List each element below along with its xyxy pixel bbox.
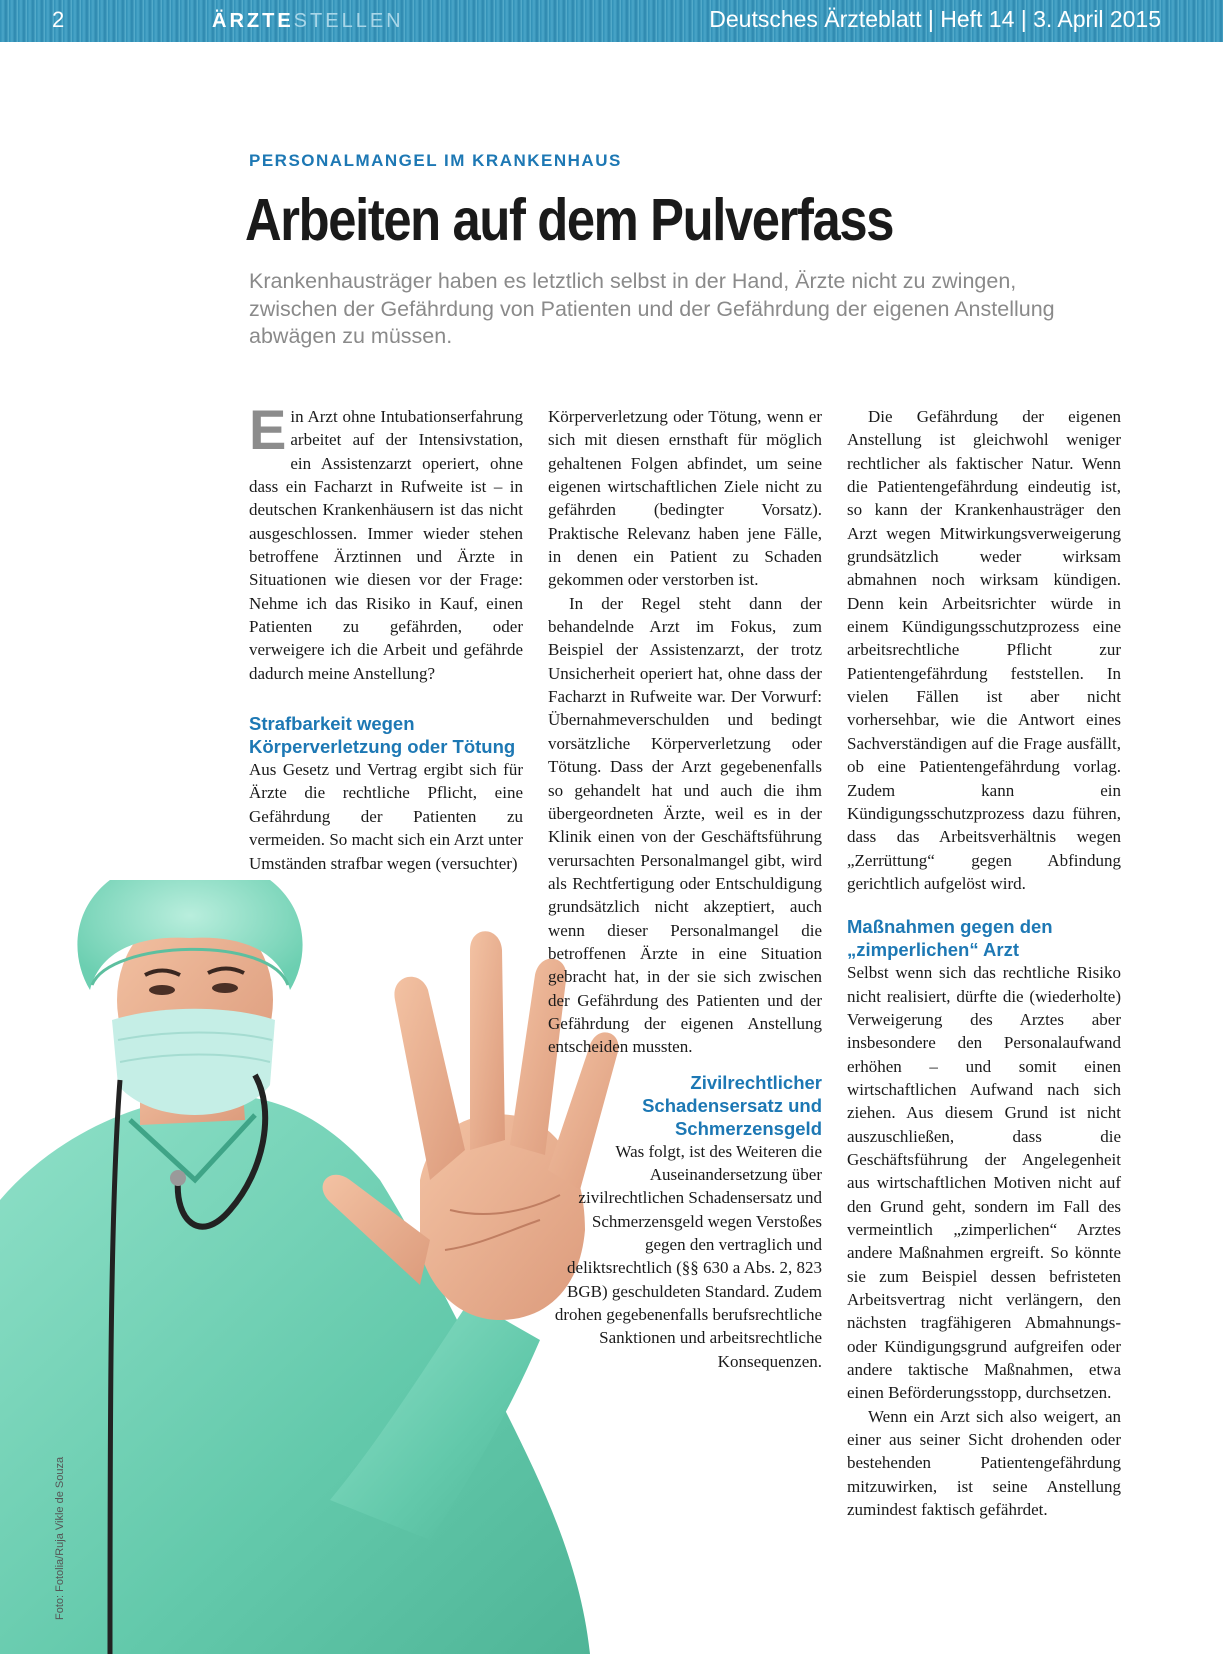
section-title-bold: ÄRZTE (212, 10, 294, 32)
paragraph-gefaehrdung: Die Gefährdung der eigenen Anstellung ist gleichwohl weniger rechtlicher als faktischer Natur. Wenn die Patientengefährdung eindeutig ist, so kann der Krankenhausträger den Arzt wegen Mitwirkungsverweigerung grundsätzlich weder wirksam abmahnen noch wirksam kündigen. Denn kein Arbeitsrichter würde in einem Kündigungsschutzprozess eine arbeitsrechtliche Pflicht zur Patientengefährdung feststellen. In vielen Fällen ist aber nicht vorhersehbar, wie die Antwort eines Sachverständigen auf die Frage ausfällt, ob eine Patientengefährdung vorlag. Zudem kann ein Kündigungsschutzprozess dazu führen, dass das Arbeitsverhältnis wegen „Zerrüttung“ gegen Abfindung gerichtlich aufgelöst wird. (847, 407, 1121, 893)
page-number: 2 (52, 7, 65, 32)
paragraph-strafbarkeit: Aus Gesetz und Vertrag ergibt sich für Ärzte die rechtliche Pflicht, eine Gefährdung der Patienten zu vermeiden. So macht sich ein Arzt unter Umständen strafbar wegen (versuchter) (249, 760, 523, 873)
subhead-zivilrecht: Zivilrechtlicher Schadensersatz und Schmerzensgeld (642, 1071, 822, 1139)
photo-credit: Foto: Fotolia/Ruja Vikle de Souza (54, 1456, 66, 1620)
paragraph-zivilrecht: Was folgt, ist des Weiteren die Auseinandersetzung über zivilrechtlichen Schadensersatz und Schmerzensgeld wegen Verstoßes gegen den vertraglich und deliktsrechtlich (§§ 630 a Abs. 2, 823 BGB) geschuldeten Standard. Zudem drohen gegebenenfalls berufsrechtliche Sanktionen und arbeitsrechtliche Konsequenzen. (554, 1141, 822, 1371)
article-column-3 (847, 405, 1121, 1521)
intro-paragraph (249, 398, 523, 685)
article-headline: Arbeiten auf dem Pulverfass (245, 187, 894, 253)
article-column-1 (249, 398, 523, 875)
page-header-band (0, 0, 1223, 42)
article-column-2 (548, 405, 822, 1373)
drop-cap: E (249, 398, 287, 461)
paragraph-massnahmen: Selbst wenn sich das rechtliche Risiko nicht realisiert, dürfte die (wiederholte) Verweigerung des Arztes aber insbesondere den Personalaufwand erhöhen – und somit einen wirtschaftlichen Aufwand nach sich ziehen. Aus diesem Grund ist nicht auszuschließen, dass die Geschäftsführung der Angelegenheit aus wirtschaftlichen Motiven nicht auf den Grund geht, sondern im Fall des vermeintlich „zimperlichen“ Arztes andere Maßnahmen ergreift. So könnte sie zum Beispiel dessen befristeten Arbeitsvertrag nicht verlängern, den nächsten tragfähigeren Abmahnungs- oder Kündigungsgrund aufgreifen oder andere taktische Maßnahmen, etwa einen Beförderungsstopp, durchsetzen. (847, 963, 1121, 1403)
paragraph-schluss: Wenn ein Arzt sich also weigert, an einer aus seiner Sicht drohenden oder bestehenden Patientengefährdung mitzuwirken, ist seine Anstellung zumindest faktisch gefährdet. (847, 1406, 1121, 1520)
article-kicker: PERSONALMANGEL IM KRANKENHAUS (249, 151, 622, 170)
section-title-light: STELLEN (293, 10, 404, 32)
paragraph-koerperverletzung: Körperverletzung oder Tötung, wenn er sich mit diesen ernsthaft für möglich gehaltenen Folgen abfindet, um seine eigenen wirtschaftlichen Ziele nicht zu gefährden (bedingter Vorsatz). Praktische Relevanz haben jene Fälle, in denen ein Patient zu Schaden gekommen oder verstorben ist. (548, 407, 822, 590)
issue-info: Deutsches Ärzteblatt | Heft 14 | 3. April 2015 (709, 6, 1161, 32)
intro-text: in Arzt ohne Intubationserfahrung arbeitet auf der Intensivstation, ein Assistenzarzt operiert, ohne dass ein Facharzt in Rufweite ist – in deutschen Krankenhäusern ist das nicht ausgeschlossen. Immer wieder stehen betroffene Ärztinnen und Ärzte in Situationen wie diesen vor der Frage: Nehme ich das Risiko in Kauf, einen Patienten zu gefährden, oder verweigere ich die Arbeit und gefährde dadurch meine Anstellung? (249, 407, 523, 683)
section-title (212, 10, 404, 33)
subhead-massnahmen: Maßnahmen gegen den „zimperlichen“ Arzt (847, 916, 1053, 961)
article-deck: Krankenhausträger haben es letztlich selbst in der Hand, Ärzte nicht zu zwingen, zwischen der Gefährdung von Patienten und der Gefährdung der eigenen Anstellung abwägen zu müssen. (249, 269, 1055, 348)
subhead-strafbarkeit: Strafbarkeit wegen Körperverletzung oder Tötung (249, 713, 516, 758)
paragraph-regel: In der Regel steht dann der behandelnde Arzt im Fokus, zum Beispiel der Assistenzarzt, der trotz Unsicherheit operiert hat, ohne dass der Facharzt in Rufweite war. Der Vorwurf: Übernahmeverschulden und bedingt vorsätzliche Körperverletzung oder Tötung. Dass der Arzt gegebenenfalls so gehandelt hat und auch die ihm übergeordneten Ärzte, weil es in der Klinik einen von der Geschäftsführung verursachten Personalmangel gibt, wird als Rechtfertigung oder Entschuldigung grundsätzlich nicht akzeptiert, auch wenn dieser Personalmangel die betroffenen Ärzte in eine Situation gebracht hat, in der sie sich zwischen der Gefährdung des Patienten und der Gefährdung der eigenen Anstellung entscheiden mussten. (548, 593, 822, 1057)
